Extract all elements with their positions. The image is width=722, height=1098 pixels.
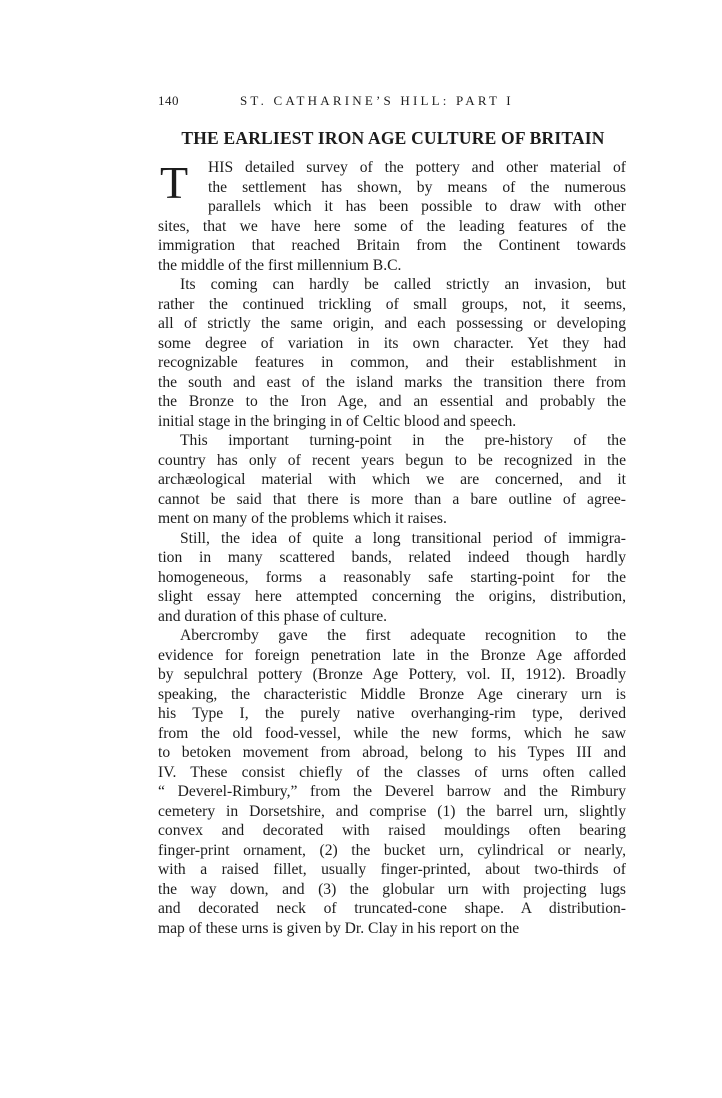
text-line: cemetery in Dorsetshire, and comprise (1) the barrel urn, slightly [158,802,626,820]
text-line: from the old food-vessel, while the new forms, which he saw [158,724,626,742]
paragraph [158,529,626,627]
text-line: some degree of variation in its own character. Yet they had [158,334,626,352]
text-line: the Bronze to the Iron Age, and an essential and probably the [158,393,626,410]
text-line: speaking, the characteristic Middle Bronze Age cinerary urn is [158,685,626,703]
text-line: by sepulchral pottery (Bronze Age Pottery, vol. II, 1912). Broadly [158,666,626,683]
text-line: sites, that we have here some of the leading features of the [158,217,626,235]
paragraph [158,158,626,275]
paragraph [158,431,626,529]
paragraph [158,626,626,938]
text-line: HIS detailed survey of the pottery and other material of [208,159,626,176]
running-head-title: ST. CATHARINE’S HILL: PART I [240,93,514,108]
text-line: homogeneous, forms a reasonably safe starting-point for the [158,568,626,586]
text-line: ment on many of the problems which it raises. [158,510,447,527]
text-line: “ Deverel-Rimbury,” from the Deverel barrow and the Rimbury [158,783,626,800]
text-line: rather the continued trickling of small groups, not, it seems, [158,295,626,313]
text-line: the south and east of the island marks the transition there from [158,373,626,391]
text-line: and duration of this phase of culture. [158,607,388,625]
text-line: Still, the idea of quite a long transitional period of immigra- [180,529,626,547]
text-line: Its coming can hardly be called strictly an invasion, but [180,276,626,293]
chapter-title: THE EARLIEST IRON AGE CULTURE OF BRITAIN [181,128,605,148]
text-line: his Type I, the purely native overhanging-rim type, derived [158,705,626,722]
text-line: with a raised fillet, usually finger-printed, about two-thirds of [158,861,626,878]
text-line: archæological material with which we are concerned, and it [158,471,626,488]
text-line: This important turning-point in the pre-history of the [180,432,626,449]
text-line: and decorated neck of truncated-cone shape. A distribution- [158,900,626,917]
text-line: the way down, and (3) the globular urn with projecting lugs [158,880,626,898]
text-line: tion in many scattered bands, related indeed though hardly [158,549,626,566]
text-line: to betoken movement from abroad, belong to his Types III and [158,744,626,761]
body-text [158,158,626,938]
text-line: finger-print ornament, (2) the bucket urn, cylindrical or nearly, [158,841,626,859]
paragraph [158,275,626,431]
text-line: convex and decorated with raised mouldings often bearing [158,822,626,839]
text-line: the settlement has shown, by means of the numerous [208,178,626,196]
text-line: the middle of the first millennium B.C. [158,256,402,274]
text-line: all of strictly the same origin, and each possessing or developing [158,315,626,332]
drop-cap: T [160,157,189,208]
text-line: country has only of recent years begun to be recognized in the [158,451,626,469]
text-line: parallels which it has been possible to draw with other [208,198,626,215]
text-line: recognizable features in common, and their establishment in [158,354,626,371]
text-line: evidence for foreign penetration late in the Bronze Age afforded [158,646,626,664]
text-line: slight essay here attempted concerning the origins, distribution, [158,588,626,605]
page-number: 140 [158,93,179,108]
text-line: initial stage in the bringing in of Celtic blood and speech. [158,412,517,430]
running-head [158,93,628,113]
text-line: IV. These consist chiefly of the classes of urns often called [158,763,626,781]
text-line: Abercromby gave the first adequate recognition to the [180,627,626,644]
text-line: map of these urns is given by Dr. Clay in his report on the [158,919,520,937]
text-line: immigration that reached Britain from the Continent towards [158,237,626,254]
text-line: cannot be said that there is more than a bare outline of agree- [158,490,626,508]
